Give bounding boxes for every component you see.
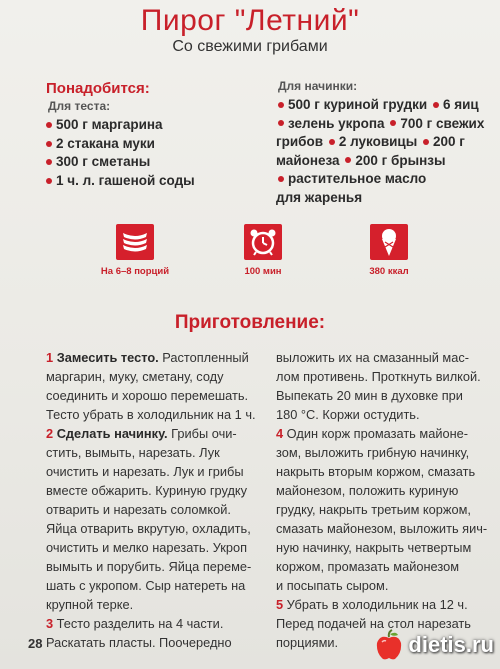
filling-line: зелень укропа 700 г свежих (276, 115, 491, 134)
step-line: вместе обжарить. Куриную грудку (46, 483, 248, 498)
ingredients-dough (46, 80, 266, 190)
filling-title: Для начинки: (278, 79, 358, 93)
alarm-clock-icon (244, 224, 282, 260)
step-line: 4 Один корж промазать майоне- (276, 426, 469, 441)
filling-line: майонеза 200 г брынзы (276, 152, 446, 168)
bullet-icon (423, 139, 429, 145)
page-number: 28 (28, 636, 43, 651)
bullet-icon (46, 178, 52, 184)
bullet-icon (278, 102, 284, 108)
bullet-icon (329, 139, 335, 145)
preparation-heading: Приготовление: (174, 312, 326, 333)
list-item: 500 г маргарина (46, 116, 266, 135)
step-line: очистить и нарезать. Лук и грибы (46, 464, 244, 479)
step-line: шать с укропом. Сыр натереть на (46, 578, 246, 593)
recipe-badges (0, 224, 500, 284)
step-line: 5 Убрать в холодильник на 12 ч. (276, 597, 468, 612)
dough-list (46, 116, 266, 190)
watermark-text: dietis.ru (408, 632, 494, 657)
bullet-icon (278, 176, 284, 182)
recipe-subtitle: Со свежими грибами (172, 38, 328, 55)
step-line: ную начинку, накрыть четвертым (276, 540, 472, 555)
step-line: Раскатать пласты. Поочередно (46, 635, 232, 650)
step-line: Тесто убрать в холодильник на 1 ч. (46, 407, 256, 422)
step-line: Яйца отварить вкрутую, охладить, (46, 521, 251, 536)
step-line: 180 °С. Коржи остудить. (276, 407, 420, 422)
step-line: отварить и нарезать соломкой. (46, 502, 231, 517)
bullet-icon (46, 141, 52, 147)
step-line: Перед подачей на стол нарезать (276, 616, 471, 631)
bullet-icon (390, 120, 396, 126)
filling-line: 500 г куриной грудки 6 яиц (276, 96, 491, 115)
step-line: крупной терке. (46, 597, 134, 612)
step-line: 3 Тесто разделить на 4 части. (46, 616, 224, 631)
step-line: коржом, промазать майонезом (276, 559, 460, 574)
bullet-icon (278, 120, 284, 126)
preparation-left-column (46, 348, 264, 652)
preparation-right-column (276, 348, 488, 652)
list-item: 300 г сметаны (46, 153, 266, 172)
filling-line: растительное масло (276, 170, 491, 189)
bullet-icon (46, 122, 52, 128)
step-line: стить, вымыть, нарезать. Лук (46, 445, 220, 460)
step-line: и посыпать сыром. (276, 578, 389, 593)
step-line: соединить и хорошо перемешать. (46, 388, 249, 403)
watermark (374, 625, 494, 665)
step-line: лом противень. Проткнуть вилкой. (276, 369, 481, 384)
bullet-icon (433, 102, 439, 108)
recipe-title: Пирог "Летний" (140, 4, 360, 37)
list-item: 2 стакана муки (46, 135, 266, 154)
step-line: порциями. (276, 635, 339, 650)
ice-cream-cone-icon (370, 224, 408, 260)
step-line: 1 Замесить тесто. Растопленный (46, 350, 249, 365)
ingredients-filling (276, 76, 491, 207)
calories-label: 380 ккал (369, 266, 409, 277)
step-line: маргарин, муку, сметану, соду (46, 369, 224, 384)
calories-badge (339, 224, 439, 277)
filling-line: грибов 2 луковицы 200 г (276, 134, 465, 149)
dough-title: Для теста: (48, 99, 111, 113)
time-badge (213, 224, 313, 277)
step-line: зом, выложить грибную начинку, (276, 445, 470, 460)
filling-line: для жаренья (276, 189, 363, 205)
apple-logo-icon (374, 629, 404, 661)
step-line: очистить и мелко нарезать. Укроп (46, 540, 248, 555)
step-line: 2 Сделать начинку. Грибы очи- (46, 426, 237, 441)
step-line: вымыть и порубить. Яйца переме- (46, 559, 252, 574)
list-item: 1 ч. л. гашеной соды (46, 172, 266, 191)
step-line: майонезом, положить куриную (276, 483, 459, 498)
bullet-icon (46, 159, 52, 165)
plates-icon (116, 224, 154, 260)
step-line: накрыть вторым коржом, смазать (276, 464, 476, 479)
portions-badge (85, 224, 185, 277)
step-line: выложить их на смазанный мас- (276, 350, 469, 365)
time-label: 100 мин (244, 266, 282, 277)
step-line: смазать майонезом, выложить яич- (276, 521, 488, 536)
ingredients-heading: Понадобится: (46, 80, 150, 97)
step-line: грудку, накрыть третьим коржом, (276, 502, 471, 517)
portions-label: На 6–8 порций (100, 266, 170, 277)
bullet-icon (345, 157, 351, 163)
step-line: Выпекать 20 мин в духовке при (276, 388, 463, 403)
